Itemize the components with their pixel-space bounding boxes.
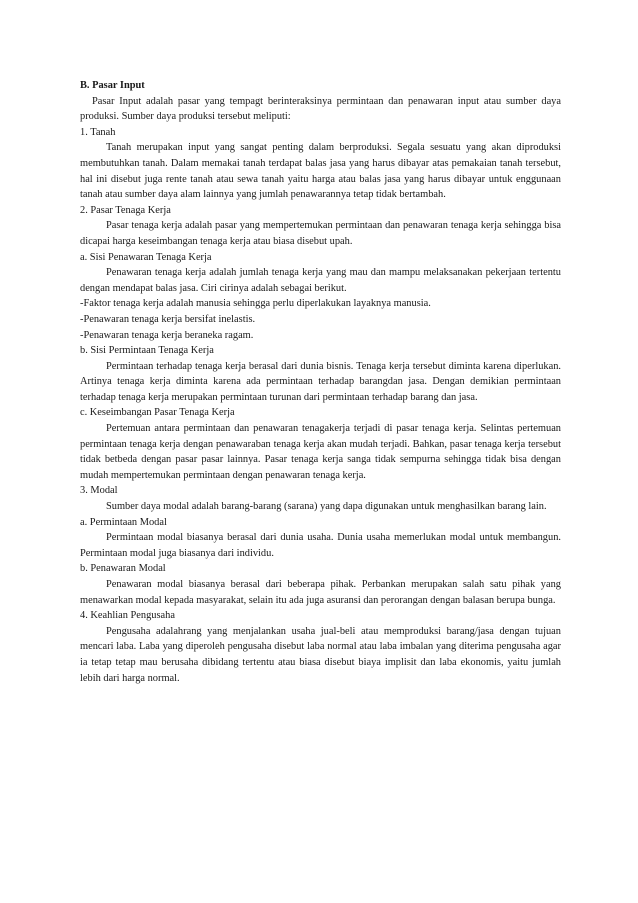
heading-keseimbangan: c. Keseimbangan Pasar Tenaga Kerja: [80, 407, 235, 419]
heading-penawaran-modal: b. Penawaran Modal: [80, 563, 166, 575]
paragraph-permintaan-modal: Permintaan modal biasanya berasal dari dunia usaha. Dunia usaha memerlukan modal untuk membangun. Permintaan modal juga biasanya dari individu.: [80, 532, 561, 559]
paragraph-permintaan-tenaga-kerja: Permintaan terhadap tenaga kerja berasal dari dunia bisnis. Tenaga kerja tersebut diminta karena diperlukan. Artinya tenaga kerja diminta karena ada permintaan terhadap barangdan jasa. Dengan demikian permintaan terhadap tenaga kerja merupakan permintaan turunan dari permintaan terhadap barang dan jasa.: [80, 360, 561, 403]
heading-permintaan-tenaga-kerja: b. Sisi Permintaan Tenaga Kerja: [80, 345, 214, 357]
heading-permintaan-modal: a. Permintaan Modal: [80, 516, 167, 528]
heading-tanah: 1. Tanah: [80, 126, 116, 138]
heading-penawaran-tenaga-kerja: a. Sisi Penawaran Tenaga Kerja: [80, 251, 212, 263]
heading-keahlian-pengusaha: 4. Keahlian Pengusaha: [80, 610, 175, 622]
list-item: -Penawaran tenaga kerja bersifat inelastis.: [80, 313, 256, 325]
paragraph-keseimbangan: Pertemuan antara permintaan dan penawaran tenagakerja terjadi di pasar tenaga kerja. Selintas pertemuan permintaan tenaga kerja dengan penawaraban tenaga kerja akan mudah terjadi. Bahkan, pasar tenaga kerja tersebut tidak betbeda dengan pasar pasar lainnya. Pasar tenaga kerja sanga tidak sempurna sehingga tidak bisa dengan mudah mempertemukan permintaan dengan penawaran tenaga kerja.: [80, 423, 561, 481]
document-page: [80, 78, 561, 686]
paragraph-penawaran-tenaga-kerja: Penawaran tenaga kerja adalah jumlah tenaga kerja yang mau dan mampu melaksanakan pekerjaan tertentu dengan mendapat balas jasa. Ciri cirinya adalah sebagai berikut.: [80, 267, 561, 294]
heading-pasar-tenaga-kerja: 2. Pasar Tenaga Kerja: [80, 204, 171, 216]
paragraph-keahlian-pengusaha: Pengusaha adalahrang yang menjalankan usaha jual-beli atau memproduksi barang/jasa dengan tujuan mencari laba. Laba yang diperoleh pengusaha disebut laba normal atau laba imbalan yang diterima pengusaha agar ia tetap tetap mau berusaha dibidang tertentu atau biasa disebut biaya implisit dan laba ekonomis, yaitu jumlah lebih dari harga normal.: [80, 625, 561, 684]
intro-paragraph: Pasar Input adalah pasar yang tempagt berinteraksinya permintaan dan penawaran input atau sumber daya produksi. Sumber daya produksi tersebut meliputi:: [80, 95, 561, 123]
paragraph-tanah: Tanah merupakan input yang sangat penting dalam berproduksi. Segala sesuatu yang akan diproduksi membutuhkan tanah. Dalam memakai tanah terdapat balas jasa yang harus dibayar atas pemakaian tanah tersebut, hal ini disebut juga rente tanah atau sewa tanah yaitu harga atau balas jasa yang harus dibayar untuk enggunaan tanah atau sumber daya alam lainnya yang jumlah penawarannya tetap tidak bertambah.: [80, 142, 561, 201]
heading-modal: 3. Modal: [80, 485, 118, 497]
list-item: -Penawaran tenaga kerja beraneka ragam.: [80, 329, 254, 341]
section-title: B. Pasar Input: [80, 80, 145, 91]
paragraph-pasar-tenaga-kerja: Pasar tenaga kerja adalah pasar yang mempertemukan permintaan dan penawaran tenaga kerja sehingga bisa dicapai harga keseimbangan tenaga kerja atau biasa disebut upah.: [80, 220, 561, 247]
paragraph-penawaran-modal: Penawaran modal biasanya berasal dari beberapa pihak. Perbankan merupakan salah satu pihak yang menawarkan modal kepada masyarakat, selain itu ada juga asuransi dan perorangan dengan balasan berupa bunga.: [80, 579, 561, 606]
paragraph-modal: Sumber daya modal adalah barang-barang (sarana) yang dapa digunakan untuk menghasilkan barang lain.: [106, 501, 547, 513]
list-item: -Faktor tenaga kerja adalah manusia sehingga perlu diperlakukan layaknya manusia.: [80, 298, 431, 310]
